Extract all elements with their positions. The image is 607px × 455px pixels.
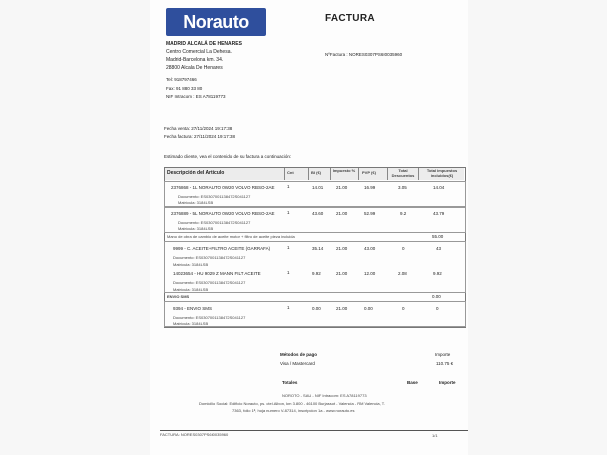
header-total-tax: Total impuestos incluidos(€) [426,168,458,178]
header-description: Descripción del Artículo [167,170,225,176]
row-base: 9.92 [312,271,321,276]
row-tax: 21.00 [336,271,348,276]
header-divider [308,168,309,180]
payment-amount: 110.75 € [436,361,454,366]
invoice-date: Fecha factura: 27/11/2024 19:17:38 [164,134,235,139]
row-document: Documento: ES0307001138472S041127 [173,280,246,285]
row-base: 0.00 [312,306,321,311]
row-tax: 21.00 [336,185,348,190]
store-name: MADRID ALCALÁ DE HENARES [166,41,242,47]
row-quantity: 1 [287,270,290,275]
invoice-number: NºFactura : NORES0307PS6I0035960 [325,52,403,57]
row-quantity: 1 [287,184,290,189]
row-description: 14023654 - HU 9029 Z MANN FILT ACEITE [173,271,261,276]
row-pvp: 52.99 [364,211,376,216]
store-address-1: Centro Comercial La Dehesa. [166,49,232,55]
payment-methods-label: Métodos de pago [280,352,317,357]
totals-base-label: Base [407,380,418,385]
row-discount: 0 [402,306,405,311]
greeting-text: Estimado cliente, vea el contenido de su factura a continuación: [164,154,292,159]
group-title: Mano de obra de cambio de aceite motor + filtro de aceite pieza incluida [167,234,295,239]
group-box [164,301,466,327]
row-quantity: 1 [287,305,290,310]
payment-amount-label: Importe [435,352,451,357]
row-pvp: 43.00 [364,246,376,251]
row-pvp: 0.00 [364,306,373,311]
row-total: 14.04 [433,185,445,190]
norauto-logo: Norauto [166,8,266,36]
row-plate: Matrícula: 3184LSB [173,287,209,292]
store-tel: Tel: 918797466 [166,77,197,82]
row-plate: Matrícula: 3184LSB [173,321,209,326]
totals-importe-label: Importe [439,380,456,385]
row-description: 9394 - ENVIO SMS [173,306,213,311]
group-total: 0.00 [432,294,441,299]
row-total: 43 [436,246,442,251]
legal-company: NOROTO - SAU - NIF Intracom: ES A78119773 [282,393,367,398]
store-address-3: 28800 Alcala De Henares [166,65,223,71]
row-base: 43.60 [312,211,324,216]
header-pvp: PVP (€) [362,170,376,175]
row-pvp: 16.99 [364,185,376,190]
header-divider [330,168,331,180]
row-description: 9999 - C. ACEITE+FILTRO ACEITE (GARRAFA) [173,246,271,251]
row-quantity: 1 [287,210,290,215]
payment-method: Visa / Mastercard [280,361,315,366]
row-discount: 2.08 [398,271,407,276]
row-tax: 21.00 [336,211,348,216]
store-address-2: Madrid-Barcelona km. 34. [166,57,224,63]
row-discount: 3.05 [398,185,407,190]
legal-address: Domicilio Social: Edificio Norauto, ps. ctel.Albon, km 3.800 - 46100 Burjassot - Valencia - RM Valencia, T. [199,401,385,406]
row-tax: 21.00 [336,306,348,311]
row-document: Documento: ES0307001138472S041127 [173,315,246,320]
row-total: 43.79 [433,211,445,216]
row-plate: Matrícula: 3184LSB [178,226,214,231]
legal-registry: 7363, folio 1ª, hoja numero V-87314, inscripcion 1a - www.norauto.es [232,408,355,413]
row-plate: Matrícula: 3184LSB [178,200,214,205]
row-base: 35.14 [312,246,324,251]
footer-divider [160,430,468,431]
row-document: Documento: ES0307001138472S041127 [173,255,246,260]
row-document: Documento: ES0307001138472S041127 [178,194,251,199]
row-description: 2376868 - 1L NORAUTO 0W20 VOLVO RBSO-2AE [171,185,275,190]
header-divider [284,168,285,180]
header-quantity: Cnt [287,170,294,175]
group-total: 55.00 [432,234,444,239]
header-base: BI (€) [311,170,321,175]
document-title: FACTURA [325,13,375,24]
row-description: 2376889 - 5L NORAUTO 0W20 VOLVO RBSO-2AE [171,211,275,216]
row-tax: 21.00 [336,246,348,251]
row-quantity: 1 [287,245,290,250]
header-divider [358,168,359,180]
row-total: 9.92 [433,271,442,276]
store-nif: NIF Intracom : ES A78119773 [166,94,226,99]
row-document: Documento: ES0307001138472S041127 [178,220,251,225]
header-tax: Impuesto % [332,168,356,173]
row-plate: Matrícula: 3184LSB [173,262,209,267]
totals-label: Totales [282,380,298,385]
footer-page-number: 1/1 [432,433,438,438]
row-pvp: 12.00 [364,271,376,276]
header-total-discounts: Total Descuentos [391,168,415,178]
row-discount: 0 [402,246,405,251]
row-base: 14.01 [312,185,324,190]
sale-date: Fecha venta: 27/11/2024 19:17:38 [164,126,233,131]
header-divider [418,168,419,180]
footer-invoice: FACTURA: NORES0307PS6I0035960 [160,432,229,437]
store-fax: Fax: 91 880 33 80 [166,86,203,91]
header-divider [387,168,388,180]
group-title: ENVIO SMS [167,294,190,299]
row-discount: 9.2 [400,211,407,216]
row-total: 0 [436,306,439,311]
